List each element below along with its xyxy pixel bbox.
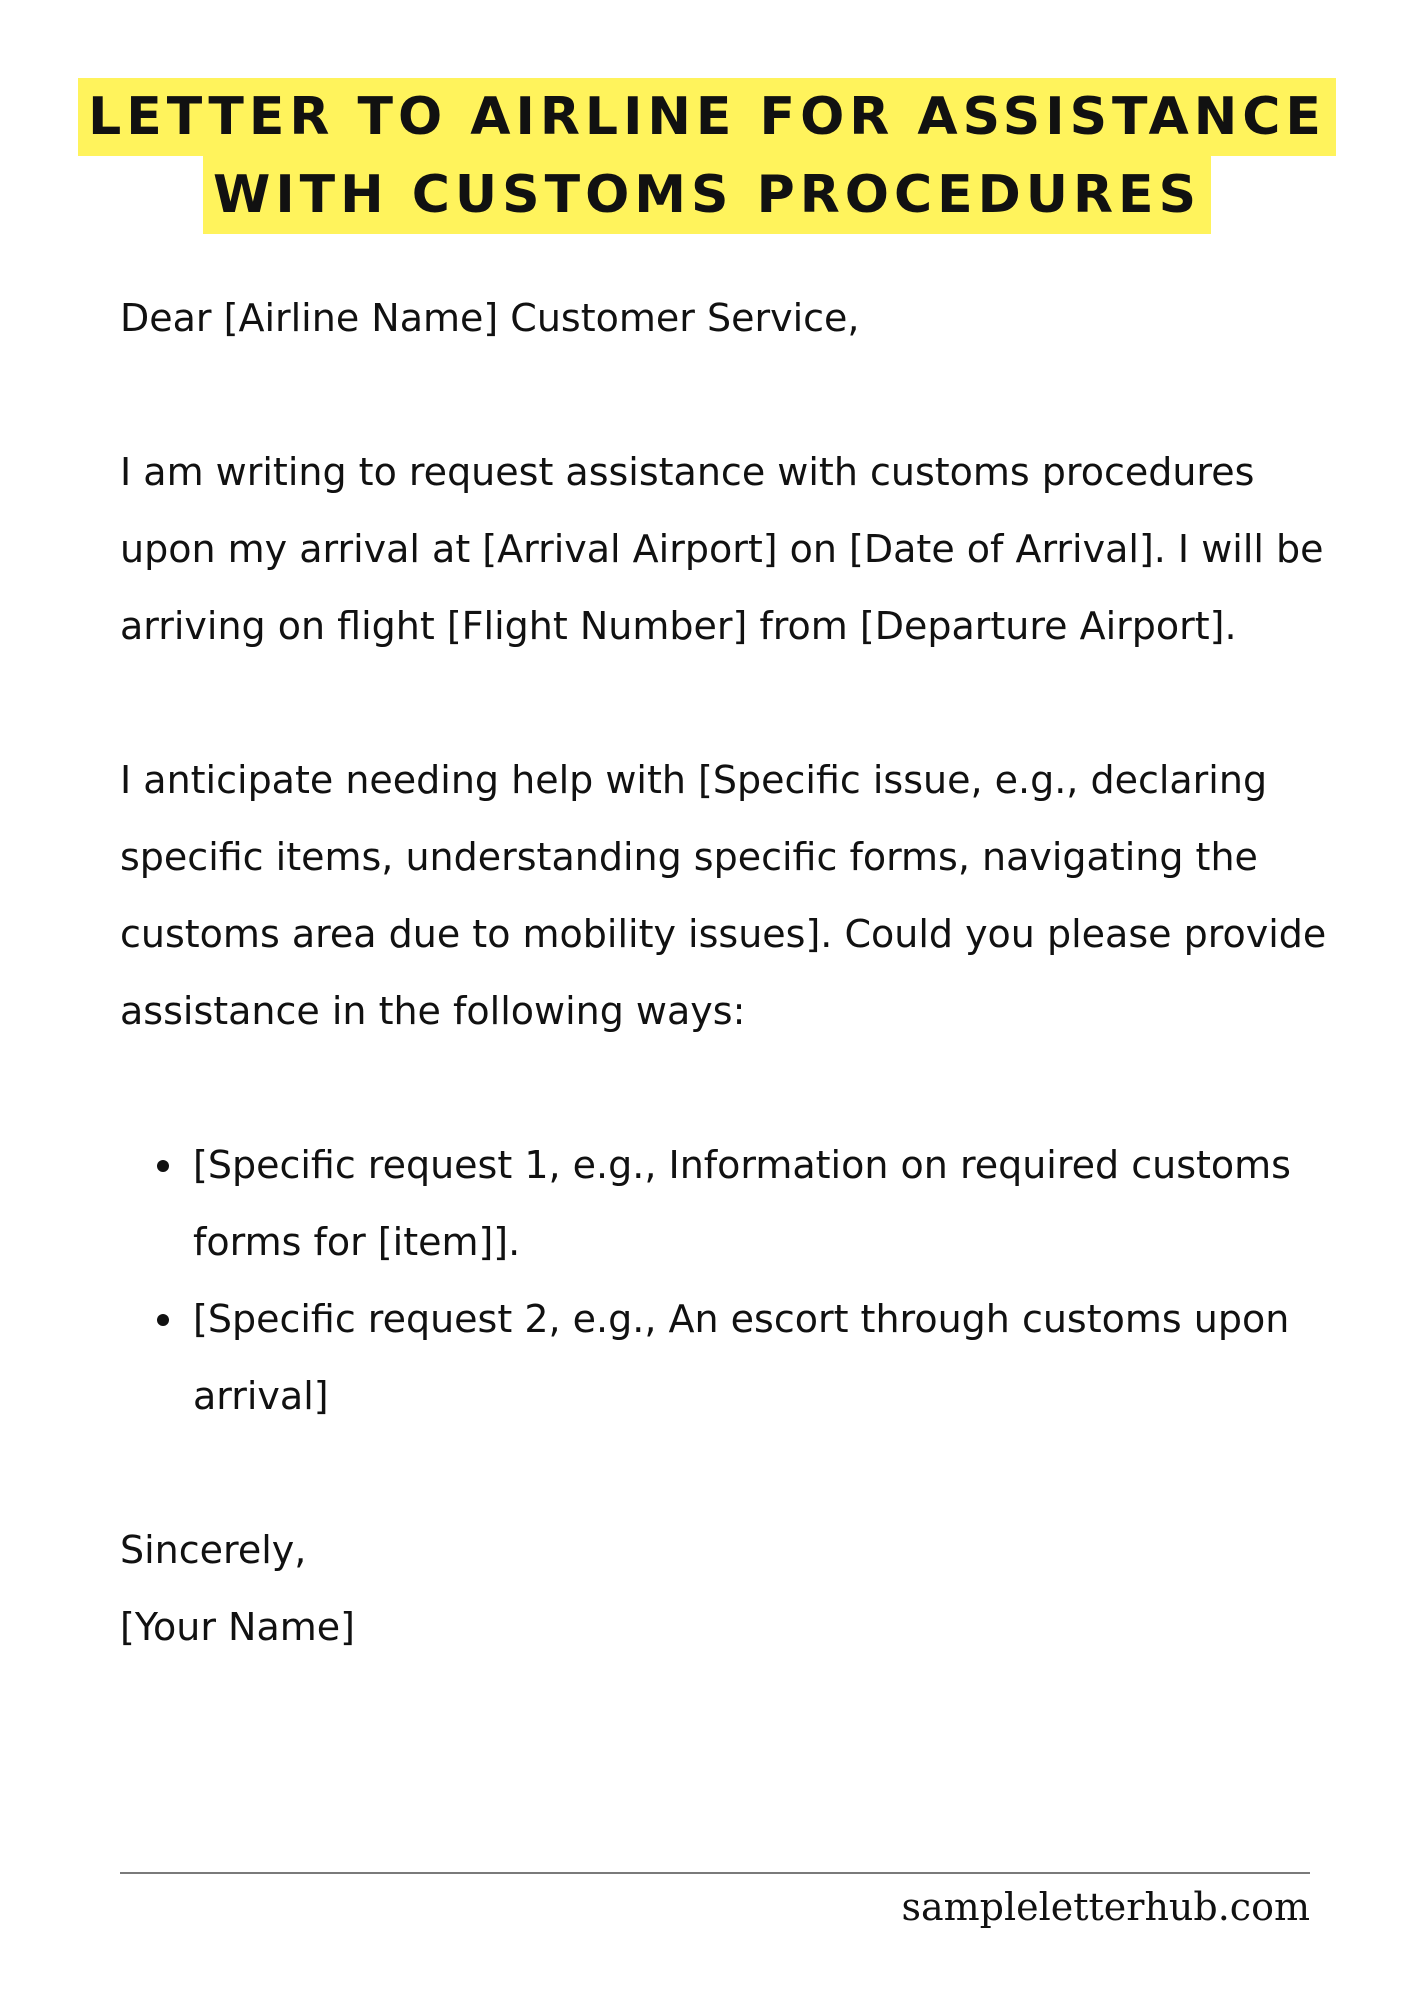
title-line-2: WITH CUSTOMS PROCEDURES <box>203 156 1211 234</box>
bullet-icon <box>157 1160 169 1172</box>
request-text-2: [Specific request 2, e.g., An escort through customs upon arrival] <box>193 1297 1290 1418</box>
salutation: Dear [Airline Name] Customer Service, <box>120 296 860 340</box>
footer-website: sampleletterhub.com <box>901 1885 1310 1929</box>
document-title <box>0 78 1414 234</box>
paragraph-needs: I anticipate needing help with [Specific issue, e.g., declaring specific items, understanding specific forms, navigating the customs area due to mobility issues]. Could you please provide assistance in the following ways: <box>120 758 1327 1033</box>
list-item <box>193 1127 1350 1281</box>
letter-body <box>120 280 1350 1666</box>
list-item <box>193 1281 1350 1435</box>
signature: [Your Name] <box>120 1605 355 1649</box>
closing: Sincerely, <box>120 1528 307 1572</box>
bullet-icon <box>157 1314 169 1326</box>
paragraph-intro: I am writing to request assistance with customs procedures upon my arrival at [Arrival Airport] on [Date of Arrival]. I will be arriving on flight [Flight Number] from [Departure Airport]. <box>120 450 1324 648</box>
footer-divider <box>120 1872 1310 1874</box>
request-text-1: [Specific request 1, e.g., Information on required customs forms for [item]]. <box>193 1143 1291 1264</box>
title-line-1: LETTER TO AIRLINE FOR ASSISTANCE <box>78 78 1336 156</box>
request-list <box>120 1127 1350 1435</box>
